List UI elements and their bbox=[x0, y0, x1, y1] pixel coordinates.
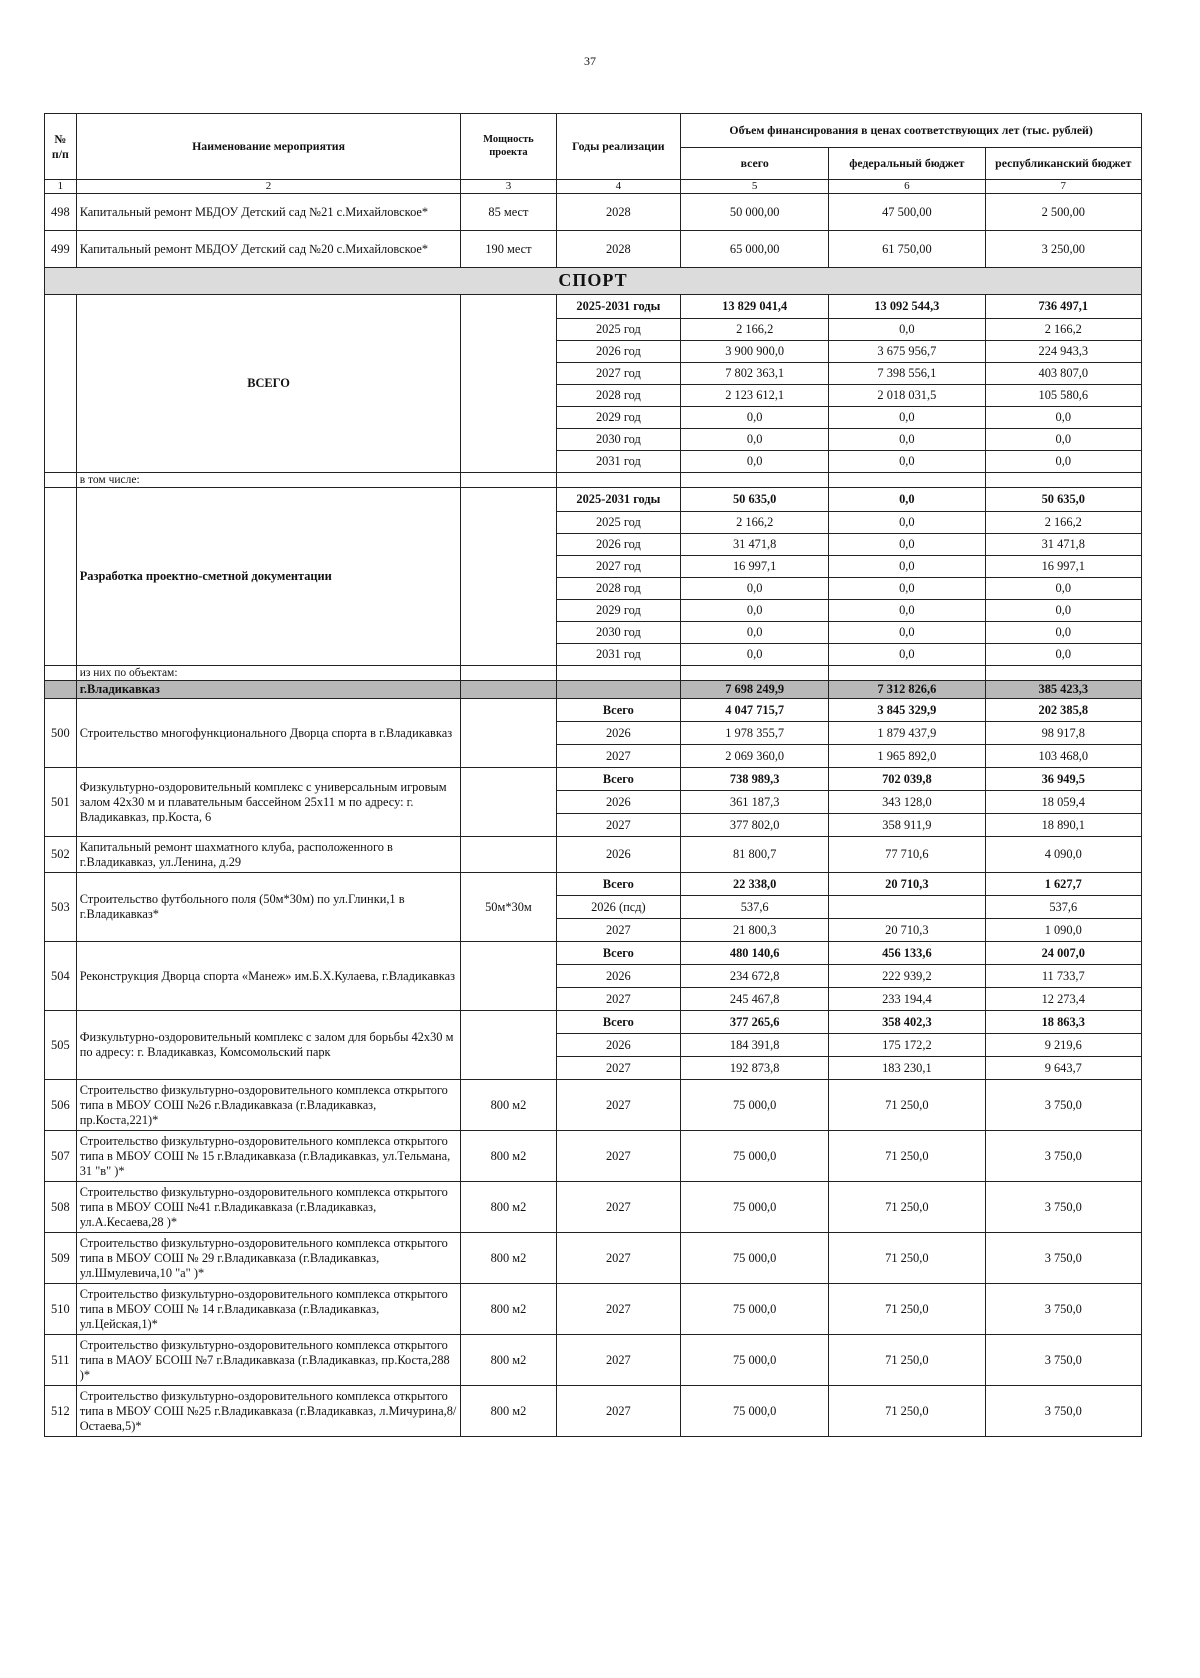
empty-cell bbox=[461, 666, 556, 681]
republic-value: 736 497,1 bbox=[985, 295, 1141, 319]
year bbox=[556, 681, 681, 699]
table-row bbox=[45, 1182, 1142, 1233]
total-value: 0,0 bbox=[681, 451, 829, 473]
by-objects-label: из них по объектам: bbox=[76, 666, 461, 681]
republic-value: 2 166,2 bbox=[985, 319, 1141, 341]
year: Всего bbox=[556, 942, 681, 965]
table-row bbox=[45, 1233, 1142, 1284]
total-value: 75 000,0 bbox=[681, 1182, 829, 1233]
federal-value: 0,0 bbox=[829, 512, 985, 534]
total-value: 377 802,0 bbox=[681, 814, 829, 837]
republic-value: 0,0 bbox=[985, 578, 1141, 600]
federal-value: 2 018 031,5 bbox=[829, 385, 985, 407]
year: 2027 год bbox=[556, 363, 681, 385]
federal-value bbox=[829, 896, 985, 919]
header-years: Годы реализации bbox=[556, 114, 681, 180]
table-row bbox=[45, 699, 1142, 722]
psd-label: Разработка проектно-сметной документации bbox=[76, 488, 461, 666]
row-number bbox=[45, 488, 77, 666]
column-number: 5 bbox=[681, 180, 829, 194]
measure-name: Строительство физкультурно-оздоровительного комплекса открытого типа в МБОУ СОШ № 15 г.Владикавказа (г.Владикавказ, ул.Тельмана, 31 "в" )* bbox=[76, 1131, 461, 1182]
section-row bbox=[45, 268, 1142, 295]
year: 2026 bbox=[556, 1034, 681, 1057]
year: 2028 bbox=[556, 231, 681, 268]
table-row bbox=[45, 194, 1142, 231]
capacity: 800 м2 bbox=[461, 1182, 556, 1233]
year: 2027 bbox=[556, 814, 681, 837]
federal-value: 3 845 329,9 bbox=[829, 699, 985, 722]
measure-name: Физкультурно-оздоровительный комплекс с залом для борьбы 42х30 м по адресу: г. Владикавказ, Комсомольский парк bbox=[76, 1011, 461, 1080]
row-number: 511 bbox=[45, 1335, 77, 1386]
measure-name: Строительство многофункционального Дворца спорта в г.Владикавказ bbox=[76, 699, 461, 768]
capacity: 800 м2 bbox=[461, 1335, 556, 1386]
capacity: 50м*30м bbox=[461, 873, 556, 942]
table-row bbox=[45, 1080, 1142, 1131]
total-value: 2 166,2 bbox=[681, 319, 829, 341]
year: 2027 bbox=[556, 988, 681, 1011]
year: 2029 год bbox=[556, 600, 681, 622]
total-value: 75 000,0 bbox=[681, 1131, 829, 1182]
federal-value: 0,0 bbox=[829, 622, 985, 644]
measure-name: Капитальный ремонт МБДОУ Детский сад №21 с.Михайловское* bbox=[76, 194, 461, 231]
total-value: 75 000,0 bbox=[681, 1284, 829, 1335]
total-value: 0,0 bbox=[681, 600, 829, 622]
federal-value: 183 230,1 bbox=[829, 1057, 985, 1080]
federal-value: 0,0 bbox=[829, 451, 985, 473]
year: Всего bbox=[556, 1011, 681, 1034]
measure-name: Строительство футбольного поля (50м*30м) по ул.Глинки,1 в г.Владикавказ* bbox=[76, 873, 461, 942]
republic-value: 3 750,0 bbox=[985, 1182, 1141, 1233]
federal-value: 1 879 437,9 bbox=[829, 722, 985, 745]
year: Всего bbox=[556, 699, 681, 722]
year: 2027 bbox=[556, 1386, 681, 1437]
federal-value: 0,0 bbox=[829, 578, 985, 600]
federal-value: 7 398 556,1 bbox=[829, 363, 985, 385]
column-number: 7 bbox=[985, 180, 1141, 194]
republic-value: 9 219,6 bbox=[985, 1034, 1141, 1057]
table-row bbox=[45, 488, 1142, 512]
capacity bbox=[461, 681, 556, 699]
republic-value: 16 997,1 bbox=[985, 556, 1141, 578]
republic-value: 18 890,1 bbox=[985, 814, 1141, 837]
republic-value: 3 750,0 bbox=[985, 1284, 1141, 1335]
year: 2026 bbox=[556, 837, 681, 873]
total-value: 7 698 249,9 bbox=[681, 681, 829, 699]
table-row bbox=[45, 473, 1142, 488]
republic-value: 0,0 bbox=[985, 429, 1141, 451]
table-row bbox=[45, 768, 1142, 791]
federal-value: 47 500,00 bbox=[829, 194, 985, 231]
total-value: 50 635,0 bbox=[681, 488, 829, 512]
capacity bbox=[461, 295, 556, 473]
total-value: 3 900 900,0 bbox=[681, 341, 829, 363]
row-number bbox=[45, 473, 77, 488]
year: 2027 bbox=[556, 1080, 681, 1131]
federal-value: 13 092 544,3 bbox=[829, 295, 985, 319]
federal-value: 702 039,8 bbox=[829, 768, 985, 791]
republic-value: 24 007,0 bbox=[985, 942, 1141, 965]
measure-name: Строительство физкультурно-оздоровительного комплекса открытого типа в МБОУ СОШ № 14 г.Владикавказа (г.Владикавказ, ул.Цейская,1)* bbox=[76, 1284, 461, 1335]
total-value: 0,0 bbox=[681, 429, 829, 451]
capacity bbox=[461, 699, 556, 768]
federal-value: 456 133,6 bbox=[829, 942, 985, 965]
year: 2025 год bbox=[556, 512, 681, 534]
year: 2026 bbox=[556, 965, 681, 988]
capacity bbox=[461, 942, 556, 1011]
year: 2027 bbox=[556, 1182, 681, 1233]
federal-value: 222 939,2 bbox=[829, 965, 985, 988]
federal-value: 0,0 bbox=[829, 488, 985, 512]
federal-value: 71 250,0 bbox=[829, 1386, 985, 1437]
federal-value: 71 250,0 bbox=[829, 1182, 985, 1233]
federal-value: 71 250,0 bbox=[829, 1284, 985, 1335]
republic-value: 50 635,0 bbox=[985, 488, 1141, 512]
total-value: 1 978 355,7 bbox=[681, 722, 829, 745]
total-value: 75 000,0 bbox=[681, 1335, 829, 1386]
total-value: 0,0 bbox=[681, 578, 829, 600]
year: Всего bbox=[556, 873, 681, 896]
total-value: 377 265,6 bbox=[681, 1011, 829, 1034]
year: 2027 bbox=[556, 1057, 681, 1080]
federal-value: 358 911,9 bbox=[829, 814, 985, 837]
republic-value: 0,0 bbox=[985, 600, 1141, 622]
federal-value: 0,0 bbox=[829, 319, 985, 341]
table-row bbox=[45, 837, 1142, 873]
empty-cell bbox=[681, 473, 829, 488]
year: 2025-2031 годы bbox=[556, 295, 681, 319]
federal-value: 0,0 bbox=[829, 429, 985, 451]
row-number: 510 bbox=[45, 1284, 77, 1335]
year: 2027 bbox=[556, 1131, 681, 1182]
year: 2030 год bbox=[556, 429, 681, 451]
republic-value: 105 580,6 bbox=[985, 385, 1141, 407]
federal-value: 77 710,6 bbox=[829, 837, 985, 873]
republic-value: 537,6 bbox=[985, 896, 1141, 919]
year: 2027 bbox=[556, 919, 681, 942]
year: 2027 bbox=[556, 1233, 681, 1284]
republic-value: 403 807,0 bbox=[985, 363, 1141, 385]
republic-value: 18 059,4 bbox=[985, 791, 1141, 814]
total-value: 480 140,6 bbox=[681, 942, 829, 965]
header-total: всего bbox=[681, 148, 829, 180]
row-number: 505 bbox=[45, 1011, 77, 1080]
vsego-label: ВСЕГО bbox=[76, 295, 461, 473]
empty-cell bbox=[681, 666, 829, 681]
federal-value: 71 250,0 bbox=[829, 1335, 985, 1386]
republic-value: 12 273,4 bbox=[985, 988, 1141, 1011]
federal-value: 0,0 bbox=[829, 407, 985, 429]
federal-value: 0,0 bbox=[829, 556, 985, 578]
total-value: 65 000,00 bbox=[681, 231, 829, 268]
year: 2026 (псд) bbox=[556, 896, 681, 919]
total-value: 75 000,0 bbox=[681, 1233, 829, 1284]
total-value: 13 829 041,4 bbox=[681, 295, 829, 319]
total-value: 0,0 bbox=[681, 644, 829, 666]
total-value: 81 800,7 bbox=[681, 837, 829, 873]
header-name: Наименование мероприятия bbox=[76, 114, 461, 180]
header-federal: федеральный бюджет bbox=[829, 148, 985, 180]
header-capacity: Мощность проекта bbox=[461, 114, 556, 180]
federal-value: 7 312 826,6 bbox=[829, 681, 985, 699]
republic-value: 98 917,8 bbox=[985, 722, 1141, 745]
republic-value: 4 090,0 bbox=[985, 837, 1141, 873]
empty-cell bbox=[556, 473, 681, 488]
capacity bbox=[461, 488, 556, 666]
federal-value: 358 402,3 bbox=[829, 1011, 985, 1034]
measure-name: Строительство физкультурно-оздоровительного комплекса открытого типа в МБОУ СОШ № 29 г.Владикавказа (г.Владикавказ, ул.Шмулевича,10 "а" )* bbox=[76, 1233, 461, 1284]
year: 2025-2031 годы bbox=[556, 488, 681, 512]
row-number: 499 bbox=[45, 231, 77, 268]
header-republic: республиканский бюджет bbox=[985, 148, 1141, 180]
federal-value: 20 710,3 bbox=[829, 873, 985, 896]
capacity: 800 м2 bbox=[461, 1233, 556, 1284]
republic-value: 224 943,3 bbox=[985, 341, 1141, 363]
total-value: 245 467,8 bbox=[681, 988, 829, 1011]
republic-value: 36 949,5 bbox=[985, 768, 1141, 791]
row-number bbox=[45, 681, 77, 699]
republic-value: 3 750,0 bbox=[985, 1131, 1141, 1182]
measure-name: Капитальный ремонт шахматного клуба, расположенного в г.Владикавказ, ул.Ленина, д.29 bbox=[76, 837, 461, 873]
table-row bbox=[45, 1386, 1142, 1437]
total-value: 4 047 715,7 bbox=[681, 699, 829, 722]
empty-cell bbox=[829, 666, 985, 681]
column-number: 4 bbox=[556, 180, 681, 194]
empty-cell bbox=[985, 473, 1141, 488]
total-value: 21 800,3 bbox=[681, 919, 829, 942]
measure-name: Капитальный ремонт МБДОУ Детский сад №20 с.Михайловское* bbox=[76, 231, 461, 268]
capacity bbox=[461, 837, 556, 873]
table-row bbox=[45, 1284, 1142, 1335]
table-row bbox=[45, 942, 1142, 965]
row-number bbox=[45, 295, 77, 473]
year: 2027 год bbox=[556, 556, 681, 578]
row-number: 502 bbox=[45, 837, 77, 873]
row-number: 498 bbox=[45, 194, 77, 231]
column-number: 2 bbox=[76, 180, 461, 194]
row-number: 509 bbox=[45, 1233, 77, 1284]
total-value: 0,0 bbox=[681, 622, 829, 644]
year: 2026 bbox=[556, 722, 681, 745]
table-row bbox=[45, 666, 1142, 681]
capacity: 800 м2 bbox=[461, 1080, 556, 1131]
year: 2028 bbox=[556, 194, 681, 231]
empty-cell bbox=[985, 666, 1141, 681]
republic-value: 0,0 bbox=[985, 644, 1141, 666]
federal-value: 1 965 892,0 bbox=[829, 745, 985, 768]
column-number: 3 bbox=[461, 180, 556, 194]
row-number: 506 bbox=[45, 1080, 77, 1131]
row-number: 508 bbox=[45, 1182, 77, 1233]
republic-value: 0,0 bbox=[985, 407, 1141, 429]
empty-cell bbox=[556, 666, 681, 681]
row-number: 504 bbox=[45, 942, 77, 1011]
republic-value: 3 750,0 bbox=[985, 1386, 1141, 1437]
year: 2027 bbox=[556, 745, 681, 768]
year: 2028 год bbox=[556, 385, 681, 407]
year: 2027 bbox=[556, 1284, 681, 1335]
republic-value: 385 423,3 bbox=[985, 681, 1141, 699]
republic-value: 0,0 bbox=[985, 451, 1141, 473]
republic-value: 18 863,3 bbox=[985, 1011, 1141, 1034]
row-number: 507 bbox=[45, 1131, 77, 1182]
year: Всего bbox=[556, 768, 681, 791]
total-value: 16 997,1 bbox=[681, 556, 829, 578]
section-title: СПОРТ bbox=[45, 268, 1142, 295]
total-value: 75 000,0 bbox=[681, 1386, 829, 1437]
total-value: 192 873,8 bbox=[681, 1057, 829, 1080]
table-row bbox=[45, 231, 1142, 268]
republic-value: 1 627,7 bbox=[985, 873, 1141, 896]
republic-value: 202 385,8 bbox=[985, 699, 1141, 722]
total-value: 22 338,0 bbox=[681, 873, 829, 896]
republic-value: 31 471,8 bbox=[985, 534, 1141, 556]
capacity: 800 м2 bbox=[461, 1386, 556, 1437]
total-value: 0,0 bbox=[681, 407, 829, 429]
row-number: 512 bbox=[45, 1386, 77, 1437]
year: 2026 год bbox=[556, 341, 681, 363]
federal-value: 0,0 bbox=[829, 644, 985, 666]
republic-value: 1 090,0 bbox=[985, 919, 1141, 942]
total-value: 31 471,8 bbox=[681, 534, 829, 556]
column-number: 1 bbox=[45, 180, 77, 194]
capacity: 800 м2 bbox=[461, 1284, 556, 1335]
total-value: 234 672,8 bbox=[681, 965, 829, 988]
federal-value: 0,0 bbox=[829, 534, 985, 556]
federal-value: 175 172,2 bbox=[829, 1034, 985, 1057]
city-row bbox=[45, 681, 1142, 699]
total-value: 361 187,3 bbox=[681, 791, 829, 814]
year: 2028 год bbox=[556, 578, 681, 600]
empty-cell bbox=[461, 473, 556, 488]
table-row bbox=[45, 295, 1142, 319]
republic-value: 9 643,7 bbox=[985, 1057, 1141, 1080]
capacity bbox=[461, 1011, 556, 1080]
republic-value: 3 250,00 bbox=[985, 231, 1141, 268]
federal-value: 3 675 956,7 bbox=[829, 341, 985, 363]
republic-value: 103 468,0 bbox=[985, 745, 1141, 768]
total-value: 2 069 360,0 bbox=[681, 745, 829, 768]
capacity: 800 м2 bbox=[461, 1131, 556, 1182]
in-that-number-label: в том числе: bbox=[76, 473, 461, 488]
city-name: г.Владикавказ bbox=[76, 681, 461, 699]
federal-value: 61 750,00 bbox=[829, 231, 985, 268]
total-value: 7 802 363,1 bbox=[681, 363, 829, 385]
total-value: 2 166,2 bbox=[681, 512, 829, 534]
measure-name: Строительство физкультурно-оздоровительного комплекса открытого типа в МАОУ БСОШ №7 г.Владикавказа (г.Владикавказ, пр.Коста,288 )* bbox=[76, 1335, 461, 1386]
header-num: № п/п bbox=[45, 114, 77, 180]
year: 2025 год bbox=[556, 319, 681, 341]
capacity bbox=[461, 768, 556, 837]
republic-value: 0,0 bbox=[985, 622, 1141, 644]
republic-value: 2 166,2 bbox=[985, 512, 1141, 534]
total-value: 184 391,8 bbox=[681, 1034, 829, 1057]
row-number bbox=[45, 666, 77, 681]
financing-table bbox=[44, 113, 1142, 1437]
republic-value: 3 750,0 bbox=[985, 1233, 1141, 1284]
republic-value: 2 500,00 bbox=[985, 194, 1141, 231]
total-value: 537,6 bbox=[681, 896, 829, 919]
federal-value: 71 250,0 bbox=[829, 1080, 985, 1131]
federal-value: 71 250,0 bbox=[829, 1131, 985, 1182]
measure-name: Строительство физкультурно-оздоровительного комплекса открытого типа в МБОУ СОШ №26 г.Владикавказа (г.Владикавказ, пр.Коста,221)* bbox=[76, 1080, 461, 1131]
federal-value: 233 194,4 bbox=[829, 988, 985, 1011]
measure-name: Реконструкция Дворца спорта «Манеж» им.Б.Х.Кулаева, г.Владикавказ bbox=[76, 942, 461, 1011]
total-value: 738 989,3 bbox=[681, 768, 829, 791]
page-number: 37 bbox=[584, 54, 596, 68]
federal-value: 343 128,0 bbox=[829, 791, 985, 814]
table-row bbox=[45, 1131, 1142, 1182]
year: 2031 год bbox=[556, 644, 681, 666]
year: 2027 bbox=[556, 1335, 681, 1386]
republic-value: 3 750,0 bbox=[985, 1335, 1141, 1386]
federal-value: 20 710,3 bbox=[829, 919, 985, 942]
header-funding: Объем финансирования в ценах соответствующих лет (тыс. рублей) bbox=[681, 114, 1142, 148]
year: 2030 год bbox=[556, 622, 681, 644]
republic-value: 11 733,7 bbox=[985, 965, 1141, 988]
capacity: 85 мест bbox=[461, 194, 556, 231]
total-value: 50 000,00 bbox=[681, 194, 829, 231]
row-number: 501 bbox=[45, 768, 77, 837]
measure-name: Строительство физкультурно-оздоровительного комплекса открытого типа в МБОУ СОШ №25 г.Владикавказа (г.Владикавказ, л.Мичурина,8/Остаева,5)* bbox=[76, 1386, 461, 1437]
federal-value: 0,0 bbox=[829, 600, 985, 622]
total-value: 75 000,0 bbox=[681, 1080, 829, 1131]
measure-name: Физкультурно-оздоровительный комплекс с универсальным игровым залом 42х30 м и плавательным бассейном 25х11 м по адресу: г. Владикавказ, пр.Коста, 6 bbox=[76, 768, 461, 837]
federal-value: 71 250,0 bbox=[829, 1233, 985, 1284]
measure-name: Строительство физкультурно-оздоровительного комплекса открытого типа в МБОУ СОШ №41 г.Владикавказа (г.Владикавказ, ул.А.Кесаева,28 )* bbox=[76, 1182, 461, 1233]
total-value: 2 123 612,1 bbox=[681, 385, 829, 407]
table-row bbox=[45, 1011, 1142, 1034]
empty-cell bbox=[829, 473, 985, 488]
year: 2026 bbox=[556, 791, 681, 814]
republic-value: 3 750,0 bbox=[985, 1080, 1141, 1131]
capacity: 190 мест bbox=[461, 231, 556, 268]
table-row bbox=[45, 1335, 1142, 1386]
row-number: 503 bbox=[45, 873, 77, 942]
column-number: 6 bbox=[829, 180, 985, 194]
year: 2031 год bbox=[556, 451, 681, 473]
year: 2026 год bbox=[556, 534, 681, 556]
year: 2029 год bbox=[556, 407, 681, 429]
table-row bbox=[45, 873, 1142, 896]
row-number: 500 bbox=[45, 699, 77, 768]
